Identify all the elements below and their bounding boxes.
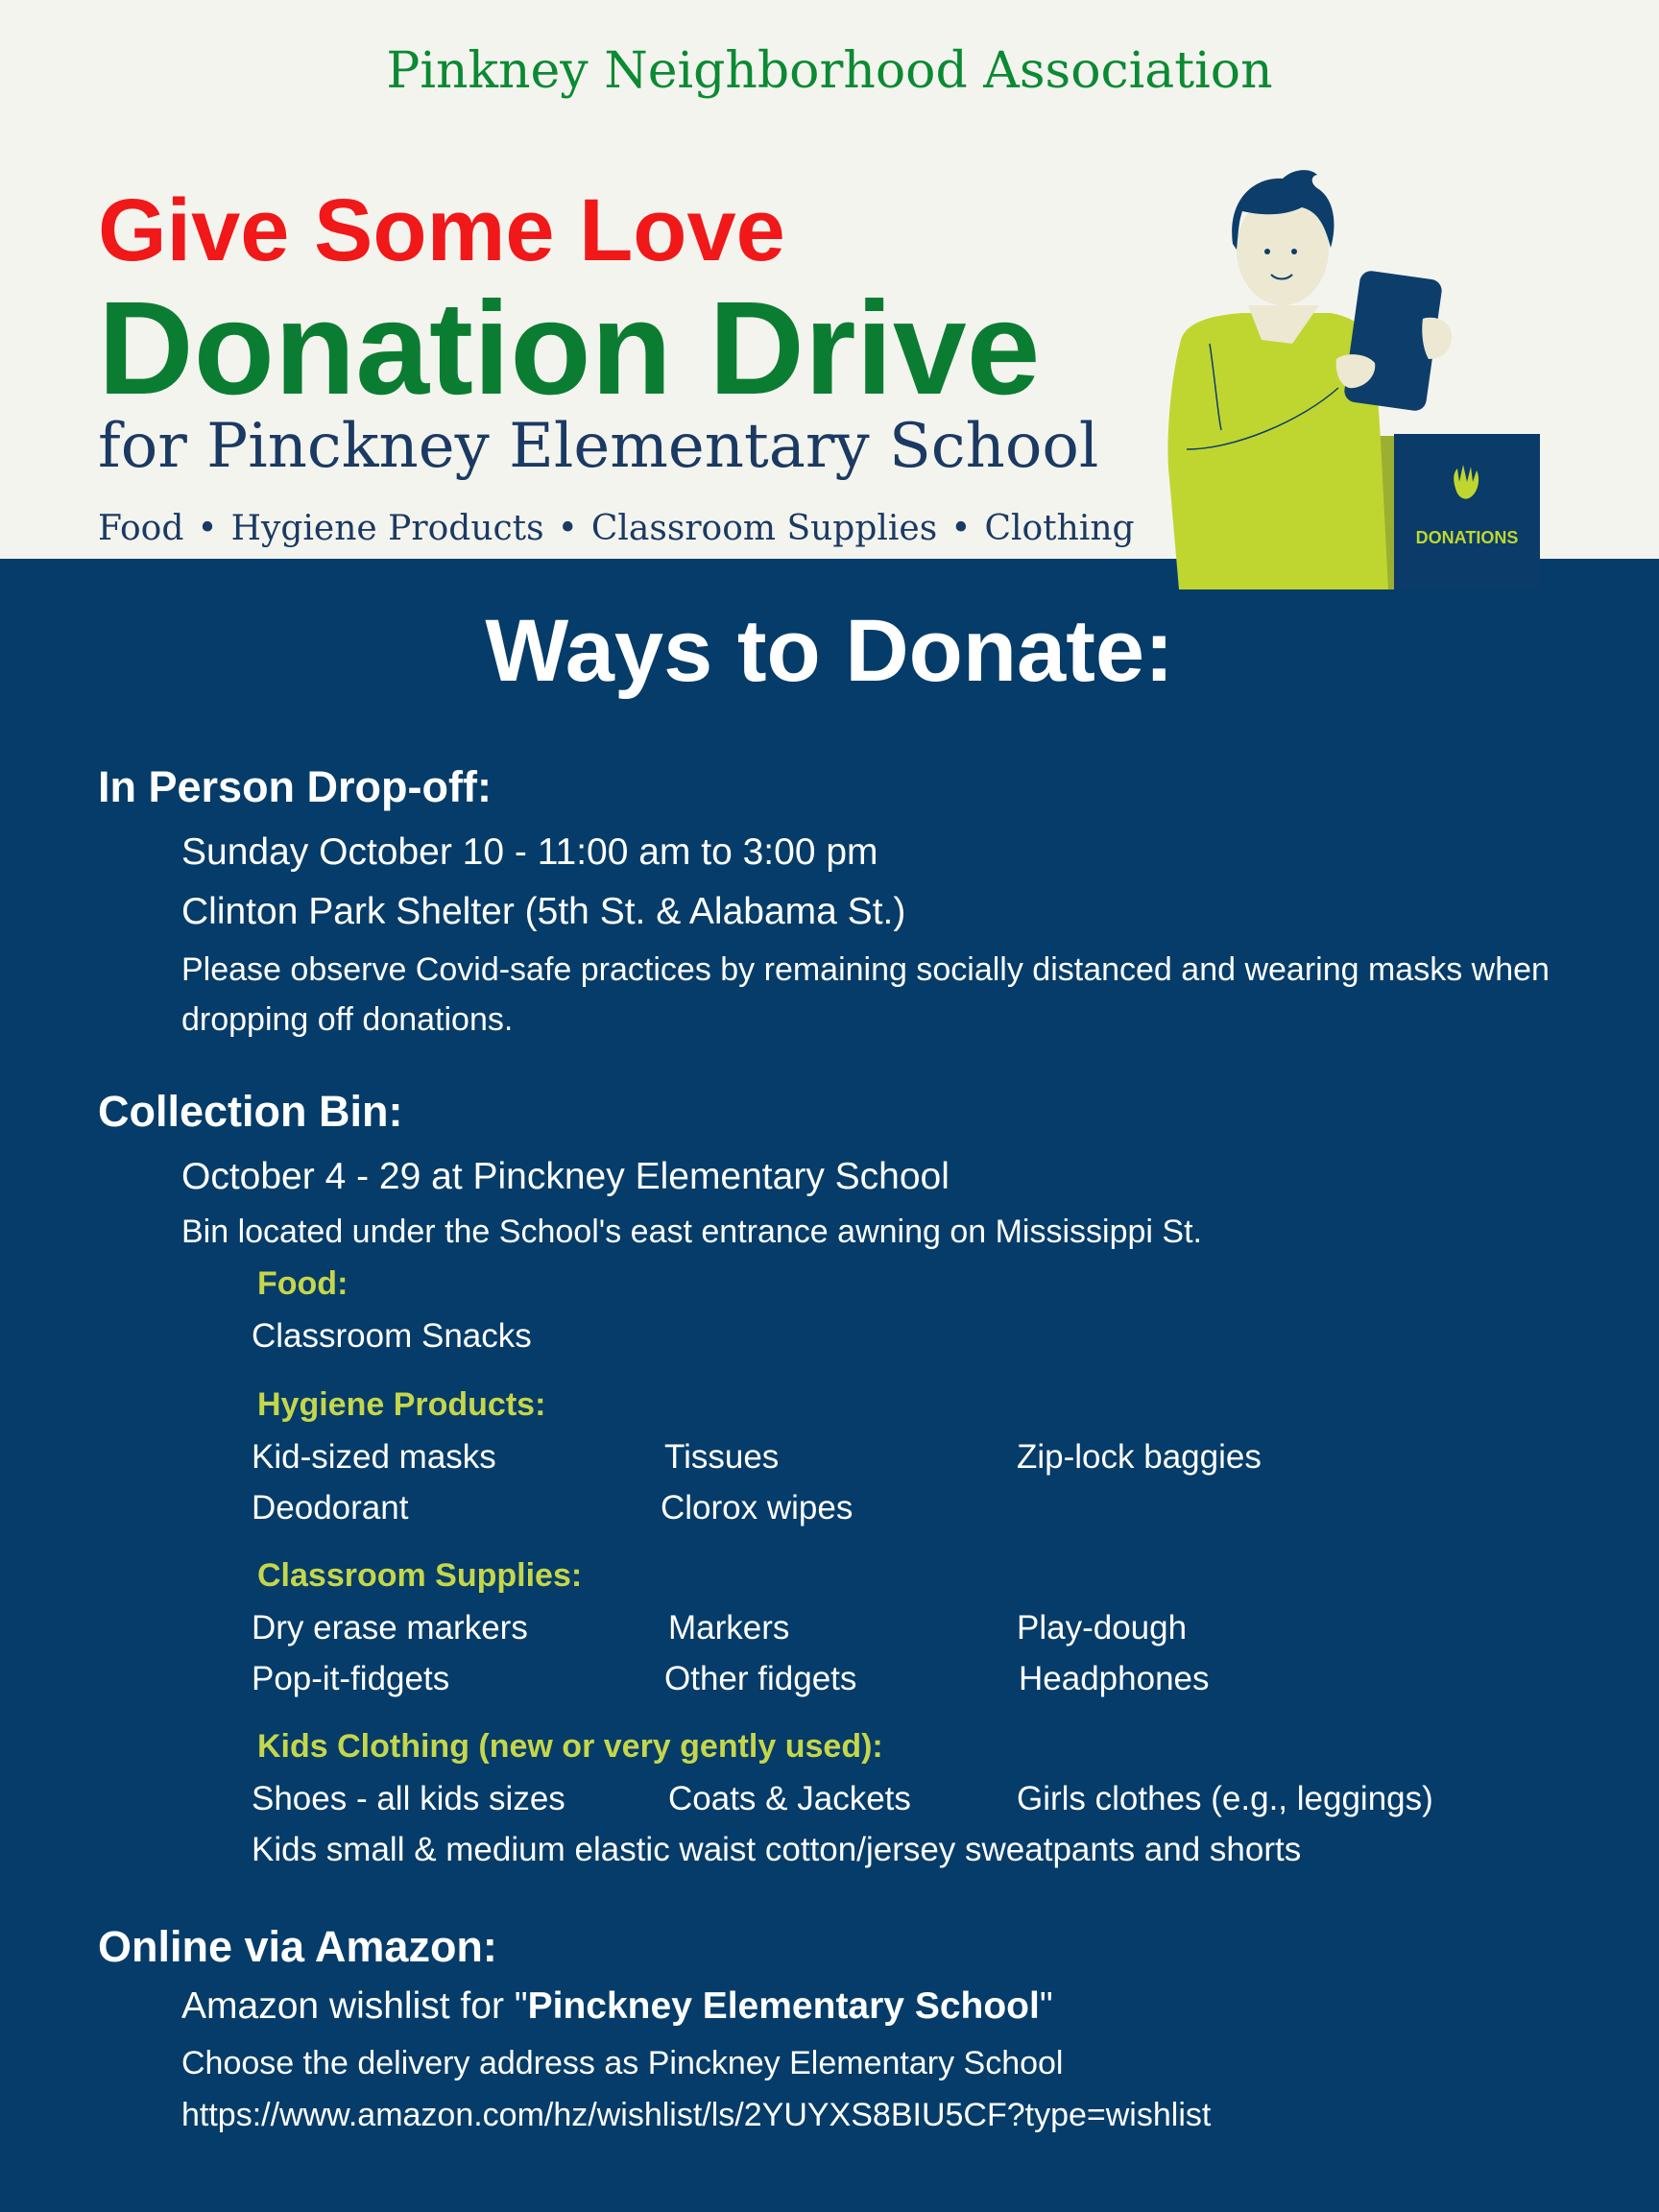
- category-classroom: Classroom Supplies: [590, 509, 938, 548]
- tagline: Give Some Love: [98, 181, 785, 279]
- donation-box: [1394, 434, 1540, 589]
- list-item: Classroom Snacks: [252, 1317, 532, 1355]
- delivery-note: Choose the delivery address as Pinckney Elementary School: [181, 2045, 1064, 2081]
- in-person-note: Please observe Covid-safe practices by remaining socially distanced and wearing masks when dropping off donations.: [181, 951, 1550, 1038]
- collection-bin-dates: October 4 - 29 at Pinckney Elementary School: [181, 1156, 950, 1197]
- online-heading: Online via Amazon:: [98, 1922, 497, 1971]
- list-item: Other fidgets: [664, 1660, 857, 1697]
- list-item: Kids small & medium elastic waist cotton/jersey sweatpants and shorts: [252, 1831, 1302, 1868]
- in-person-heading: In Person Drop-off:: [98, 762, 492, 811]
- in-person-date: Sunday October 10 - 11:00 am to 3:00 pm: [181, 831, 878, 873]
- bullet-separator: •: [197, 509, 218, 548]
- subtitle: for Pinckney Elementary School: [98, 411, 1099, 482]
- page-title: Donation Drive: [98, 275, 1041, 422]
- list-item: Deodorant: [252, 1489, 409, 1527]
- food-label: Food:: [257, 1265, 349, 1302]
- clothing-label: Kids Clothing (new or very gently used):: [257, 1728, 883, 1765]
- association-name: Pinkney Neighborhood Association: [386, 42, 1273, 100]
- hygiene-label: Hygiene Products:: [257, 1386, 546, 1423]
- left-eye: [1264, 249, 1270, 254]
- list-item: Coats & Jackets: [668, 1780, 911, 1817]
- bullet-separator: •: [950, 509, 972, 548]
- list-item: Headphones: [1019, 1660, 1210, 1697]
- list-item: Clorox wipes: [661, 1489, 854, 1527]
- list-item: Pop-it-fidgets: [252, 1660, 450, 1697]
- section-title: Ways to Donate:: [485, 602, 1174, 700]
- wishlist-prefix: Amazon wishlist for ": [181, 1985, 528, 2027]
- list-item: Dry erase markers: [252, 1609, 528, 1647]
- right-hand: [1422, 318, 1452, 359]
- category-food: Food: [98, 509, 184, 548]
- list-item: Shoes - all kids sizes: [252, 1780, 565, 1817]
- category-clothing: Clothing: [984, 509, 1135, 548]
- in-person-location: Clinton Park Shelter (5th St. & Alabama St.): [181, 891, 906, 932]
- donation-illustration: [1148, 161, 1542, 589]
- box-label: DONATIONS: [1415, 528, 1519, 547]
- collection-bin-heading: Collection Bin:: [98, 1087, 403, 1136]
- category-list: [98, 509, 1135, 548]
- wishlist-url[interactable]: https://www.amazon.com/hz/wishlist/ls/2YUYXS8BIU5CF?type=wishlist: [181, 2097, 1212, 2133]
- list-item: Girls clothes (e.g., leggings): [1017, 1780, 1433, 1817]
- collection-bin-location: Bin located under the School's east entrance awning on Mississippi St.: [181, 1214, 1202, 1250]
- list-item: Markers: [668, 1609, 790, 1647]
- list-item: Kid-sized masks: [252, 1438, 496, 1476]
- list-item: Play-dough: [1017, 1609, 1188, 1647]
- bullet-separator: •: [557, 509, 578, 548]
- wishlist-suffix: ": [1039, 1985, 1053, 2027]
- list-item: Zip-lock baggies: [1017, 1438, 1262, 1476]
- right-eye: [1291, 249, 1297, 254]
- wishlist-line: [181, 1985, 1053, 2028]
- list-item: Tissues: [664, 1438, 780, 1476]
- category-hygiene: Hygiene Products: [230, 509, 544, 548]
- classroom-label: Classroom Supplies:: [257, 1557, 583, 1594]
- wishlist-name: Pinckney Elementary School: [527, 1985, 1040, 2027]
